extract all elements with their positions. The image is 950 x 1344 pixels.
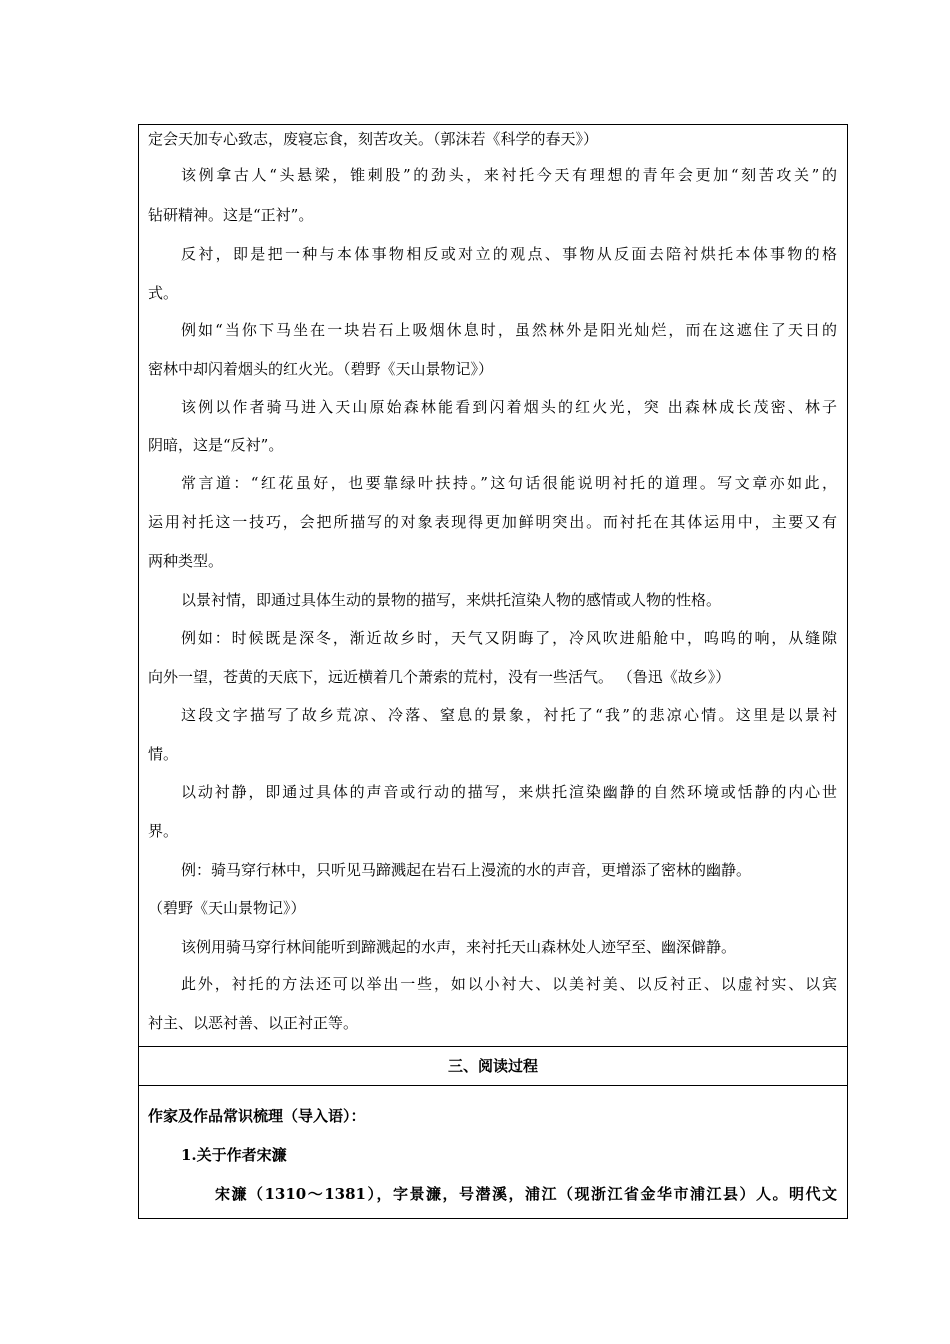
paragraph-line: 此外，衬托的方法还可以举出一些，如以小衬大、以美衬美、以反衬正、以虚衬实、以宾 <box>181 975 837 993</box>
heading-cell <box>139 1047 847 1086</box>
paragraph-line: （碧野《天山景物记》） <box>148 899 306 917</box>
paragraph-line: 例：骑马穿行林中，只听见马蹄溅起在岩石上漫流的水的声音，更增添了密林的幽静。 <box>181 861 752 879</box>
paragraph-line: 以动衬静，即通过具体的声音或行动的描写，来烘托渲染幽静的自然环境或恬静的内心世 <box>181 783 837 801</box>
text-cell <box>139 125 847 1047</box>
paragraph-line: 这段文字描写了故乡荒凉、冷落、窒息的景象，衬托了“我”的悲凉心情。这里是以景衬 <box>181 706 837 724</box>
paragraph-line: 运用衬托这一技巧，会把所描写的对象表现得更加鲜明突出。而衬托在其体运用中，主要又有 <box>148 513 837 531</box>
paragraph-line: 该例拿古人“头悬梁，锥刺股”的劲头，来衬托今天有理想的青年会更加“刻苦攻关”的 <box>181 166 837 184</box>
paragraph-line: 定会天加专心致志，废寝忘食，刻苦攻关。（郭沫若《科学的春天》） <box>148 130 599 148</box>
paragraph-line: 向外一望，苍黄的天底下，远近横着几个萧索的荒村，没有一些活气。 （鲁迅《故乡》） <box>148 668 731 686</box>
paragraph-line: 例如：时候既是深冬，渐近故乡时，天气又阴晦了，冷风吹进船舱中，呜呜的响，从缝隙 <box>181 629 837 647</box>
paragraph-line: 密林中却闪着烟头的红火光。（碧野《天山景物记》） <box>148 360 494 378</box>
paragraph-line: 阴暗，这是“反衬”。 <box>148 436 284 454</box>
author-cell <box>139 1086 847 1218</box>
author-intro: 宋濂（1310～1381），字景濂，号潜溪，浦江（现浙江省金华市浦江县）人。明代文 <box>215 1185 837 1203</box>
paragraph-line: 衬主、以恶衬善、以正衬正等。 <box>148 1014 359 1032</box>
paragraph-line: 钻研精神。这是“正衬”。 <box>148 206 314 224</box>
paragraph-line: 该例以作者骑马进入天山原始森林能看到闪着烟头的红火光，突 出森林成长茂密、林子 <box>181 398 837 416</box>
paragraph-line: 情。 <box>148 745 179 763</box>
paragraph-line: 常言道：“红花虽好，也要靠绿叶扶持。”这句话很能说明衬托的道理。写文章亦如此， <box>181 474 837 492</box>
paragraph-line: 两种类型。 <box>148 552 224 570</box>
paragraph-line: 式。 <box>148 284 179 302</box>
paragraph-line: 该例用骑马穿行林间能听到蹄溅起的水声，来衬托天山森林处人迹罕至、幽深僻静。 <box>181 938 737 956</box>
section-subtitle: 1.关于作者宋濂 <box>181 1146 287 1164</box>
paragraph-line: 例如“当你下马坐在一块岩石上吸烟休息时，虽然林外是阳光灿烂，而在这遮住了天日的 <box>181 321 837 339</box>
paragraph-line: 界。 <box>148 822 179 840</box>
lesson-table <box>138 124 848 1219</box>
section-title: 作家及作品常识梳理（导入语）： <box>148 1107 366 1125</box>
section-heading: 三、阅读过程 <box>447 1057 538 1075</box>
paragraph-line: 反衬，即是把一种与本体事物相反或对立的观点、事物从反面去陪衬烘托本体事物的格 <box>181 245 837 263</box>
paragraph-line: 以景衬情，即通过具体生动的景物的描写，来烘托渲染人物的感情或人物的性格。 <box>181 591 722 609</box>
